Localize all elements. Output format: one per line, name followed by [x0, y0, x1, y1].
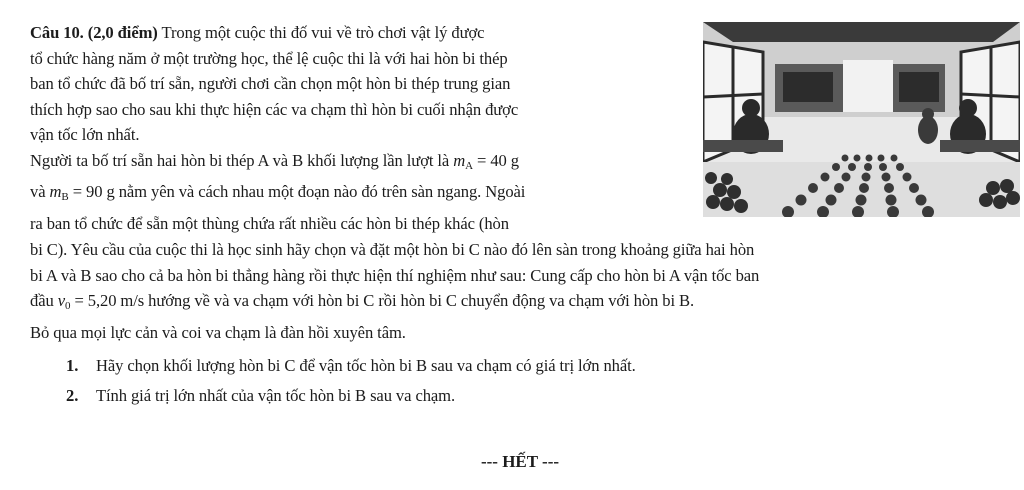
full-line-3-pre: đầu: [30, 291, 58, 310]
intro-line-4: vận tốc lớn nhất.: [30, 125, 140, 144]
setup-line-1: [30, 148, 690, 180]
setup-line-2-pre: và: [30, 182, 50, 201]
mass-a-symbol: m: [453, 150, 466, 170]
end-mark: --- HẾT ---: [480, 452, 560, 471]
task-item: [66, 351, 636, 381]
question-wrapped-text: [30, 20, 690, 236]
classroom-illustration: [703, 22, 1020, 217]
setup-line-1-text: Người ta bố trí sẵn hai hòn bi thép A và B khối lượng lần lượt là: [30, 150, 454, 170]
setup-line-3: ra ban tổ chức để sẵn một thùng chứa rất nhiều các hòn bi thép khác (hòn: [30, 213, 509, 233]
intro-line-0: Trong một cuộc thi đố vui về trò chơi vật lý được: [157, 23, 485, 42]
v0-symbol: v: [57, 291, 65, 310]
question-full-width-text: [30, 237, 1020, 345]
task-text: Hãy chọn khối lượng hòn bi C để vận tốc hòn bi B sau va chạm có giá trị lớn nhất.: [96, 356, 636, 375]
assumption-line: Bỏ qua mọi lực cản và coi va chạm là đàn hồi xuyên tâm.: [30, 322, 406, 342]
full-line-2: bi A và B sao cho cả ba hòn bi thẳng hàng rồi thực hiện thí nghiệm như sau: Cung cấp cho hòn bi A vận tốc ban: [30, 265, 760, 285]
question-first-line: [30, 20, 690, 46]
setup-line-2: [30, 179, 690, 211]
question-points: (2,0 điểm): [87, 23, 158, 42]
setup-line-2-post: = 90 g nằm yên và cách nhau một đoạn nào đó trên sàn ngang. Ngoài: [68, 182, 526, 201]
task-number: 1.: [66, 356, 79, 375]
full-line-3: [30, 288, 1020, 320]
full-line-1: bi C). Yêu cầu của cuộc thi là học sinh hãy chọn và đặt một hòn bi C nào đó lên sàn trong khoảng giữa hai hòn: [30, 240, 755, 259]
intro-line-3: thích hợp sao cho sau khi thực hiện các va chạm thì hòn bi cuối nhận được: [30, 99, 519, 119]
task-text: Tính giá trị lớn nhất của vận tốc hòn bi B sau va chạm.: [96, 386, 456, 405]
mass-b-symbol: m: [49, 182, 62, 201]
task-item: [66, 381, 636, 411]
intro-line-1: tổ chức hàng năm ở một trường học, thể lệ cuộc thi là với hai hòn bi thép: [30, 48, 508, 68]
v0-subscript: 0: [64, 300, 71, 312]
mass-a-subscript: A: [465, 159, 473, 172]
mass-b-subscript: B: [61, 191, 69, 203]
intro-line-2: ban tổ chức đã bố trí sẵn, người chơi cần chọn một hòn bi thép trung gian: [30, 74, 511, 93]
question-label: Câu 10.: [30, 23, 84, 42]
task-list: [66, 351, 636, 411]
mass-a-value: = 40 g: [473, 150, 519, 170]
competition-photo: [703, 22, 1020, 217]
full-line-3-post: = 5,20 m/s hướng về và va chạm với hòn bi C rồi hòn bi C chuyển động va chạm với hòn bi B.: [70, 291, 695, 310]
task-number: 2.: [66, 386, 79, 405]
